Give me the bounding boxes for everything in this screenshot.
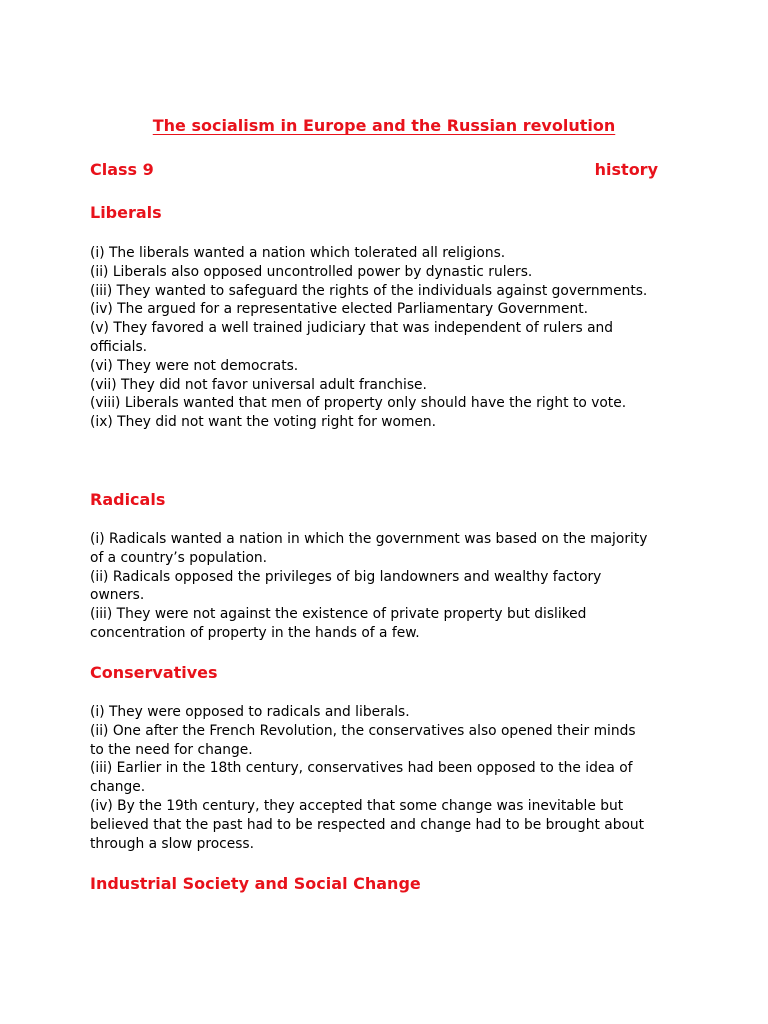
- list-item: (i) Radicals wanted a nation in which the government was based on the majority of a country’s population.: [90, 531, 648, 566]
- section-heading-conservatives: Conservatives: [90, 663, 218, 682]
- conservatives-list: [90, 703, 650, 853]
- liberals-list: [90, 244, 650, 432]
- list-item: (ix) They did not want the voting right for women.: [90, 414, 437, 431]
- list-item: (iii) They were not against the existence of private property but disliked concentration of property in the hands of a few.: [90, 606, 587, 641]
- list-item: (iv) By the 19th century, they accepted that some change was inevitable but believed that the past had to be respected and change had to be brought about through a slow process.: [90, 797, 645, 852]
- list-item: (iii) Earlier in the 18th century, conservatives had been opposed to the idea of change.: [90, 760, 633, 796]
- list-item: (vii) They did not favor universal adult franchise.: [90, 376, 427, 393]
- list-item: (ii) Radicals opposed the privileges of big landowners and wealthy factory owners.: [90, 568, 602, 604]
- list-item: (ii) Liberals also opposed uncontrolled power by dynastic rulers.: [90, 263, 533, 280]
- subject-label: history: [594, 160, 658, 179]
- list-item: (ii) One after the French Revolution, the conservatives also opened their minds to the need for change.: [90, 722, 636, 758]
- list-item: (vi) They were not democrats.: [90, 357, 299, 374]
- list-item: (iii) They wanted to safeguard the rights of the individuals against governments.: [90, 282, 648, 299]
- list-item: (i) The liberals wanted a nation which tolerated all religions.: [90, 245, 506, 261]
- section-heading-radicals: Radicals: [90, 490, 166, 509]
- radicals-list: [90, 530, 650, 643]
- list-item: (v) They favored a well trained judiciary that was independent of rulers and officials.: [90, 320, 614, 355]
- list-item: (iv) The argued for a representative elected Parliamentary Government.: [90, 301, 589, 318]
- section-heading-industrial-society: Industrial Society and Social Change: [90, 874, 421, 893]
- list-item: (viii) Liberals wanted that men of property only should have the right to vote.: [90, 395, 627, 412]
- list-item: (i) They were opposed to radicals and liberals.: [90, 704, 410, 720]
- page-title: The socialism in Europe and the Russian revolution: [152, 116, 616, 135]
- class-subject-row: [90, 160, 658, 179]
- section-heading-liberals: Liberals: [90, 203, 162, 222]
- class-label: Class 9: [90, 160, 154, 179]
